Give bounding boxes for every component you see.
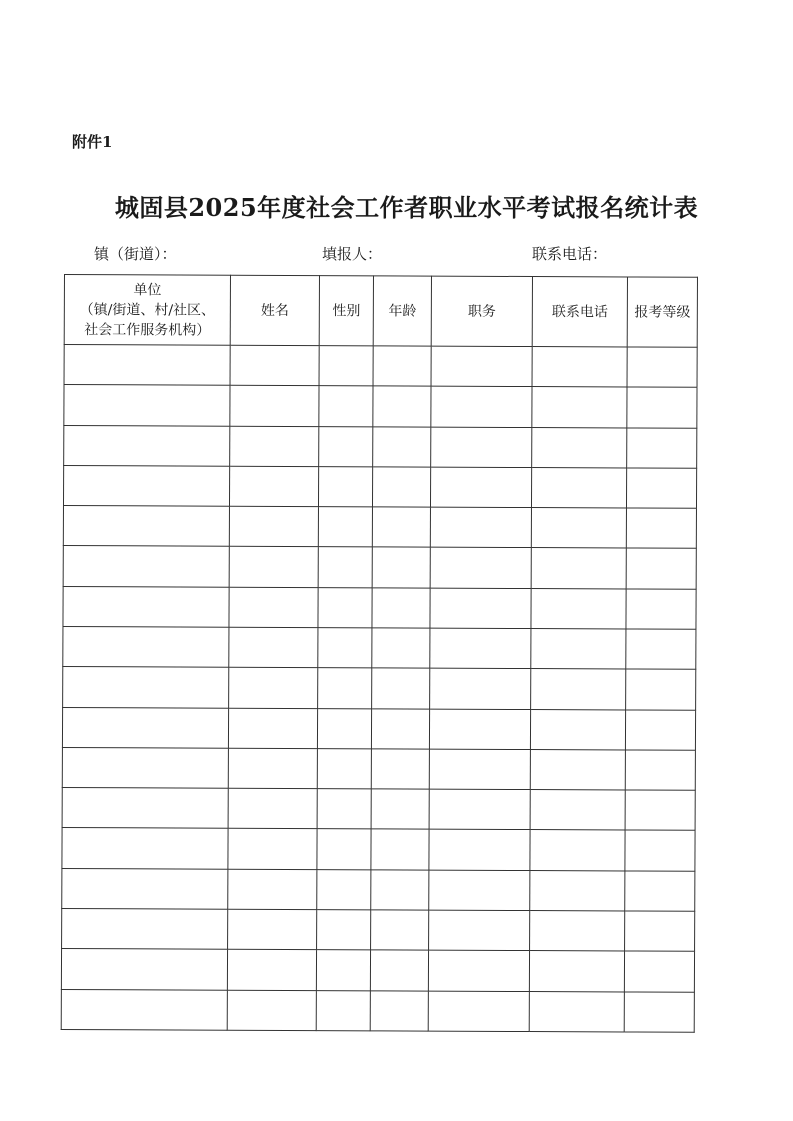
table-cell: [627, 428, 697, 469]
table-cell: [317, 869, 371, 910]
table-cell: [430, 668, 531, 709]
header-exam-level: 报考等级: [627, 277, 697, 347]
table-cell: [627, 347, 697, 388]
table-cell: [317, 789, 371, 830]
table-cell: [371, 910, 429, 951]
table-cell: [228, 909, 317, 950]
table-cell: [530, 830, 625, 871]
table-cell: [317, 910, 371, 951]
table-cell: [626, 548, 696, 589]
table-body: [61, 345, 697, 1033]
table-cell: [625, 830, 695, 871]
table-cell: [626, 629, 696, 670]
table-cell: [371, 870, 429, 911]
table-cell: [372, 467, 430, 508]
table-cell: [317, 829, 371, 870]
table-cell: [531, 588, 626, 629]
table-row: [61, 949, 694, 992]
table-cell: [625, 911, 695, 952]
town-field-label: 镇（街道）：: [94, 245, 177, 263]
table-row: [62, 908, 695, 951]
table-cell: [227, 949, 316, 990]
table-cell: [430, 467, 531, 508]
table-row: [62, 747, 695, 790]
table-cell: [230, 345, 319, 386]
header-gender: 性别: [319, 276, 373, 346]
table-cell: [531, 548, 626, 589]
table-cell: [230, 386, 319, 427]
table-cell: [624, 991, 694, 1032]
table-cell: [431, 386, 532, 427]
table-cell: [624, 951, 694, 992]
table-cell: [428, 950, 529, 991]
table-row: [62, 707, 695, 750]
table-cell: [318, 628, 372, 669]
table-cell: [372, 668, 430, 709]
table-cell: [371, 829, 429, 870]
table-cell: [61, 989, 227, 1030]
table-cell: [430, 588, 531, 629]
header-unit: [64, 275, 230, 346]
table-cell: [318, 466, 372, 507]
table-row: [64, 345, 697, 388]
table-cell: [62, 868, 228, 909]
table-row: [63, 667, 696, 710]
table-row: [64, 425, 697, 468]
table-cell: [63, 667, 229, 708]
table-cell: [532, 427, 627, 468]
table-cell: [625, 750, 695, 791]
header-age: 年龄: [373, 276, 431, 346]
table-cell: [626, 669, 696, 710]
table-cell: [430, 548, 531, 589]
document-title: 城固县2025年度社会工作者职业水平考试报名统计表: [114, 193, 699, 222]
table-cell: [531, 629, 626, 670]
table-cell: [318, 507, 372, 548]
table-cell: [62, 707, 228, 748]
table-cell: [429, 829, 530, 870]
table-cell: [429, 870, 530, 911]
table-cell: [532, 387, 627, 428]
table-cell: [531, 508, 626, 549]
table-cell: [373, 346, 431, 387]
table-cell: [627, 387, 697, 428]
registration-table-wrapper: [61, 274, 697, 1033]
table-cell: [319, 426, 373, 467]
table-cell: [230, 426, 319, 467]
table-cell: [372, 547, 430, 588]
header-phone: 联系电话: [532, 277, 627, 347]
filler-field-label: 填报人：: [322, 245, 383, 263]
table-cell: [371, 749, 429, 790]
table-cell: [317, 748, 371, 789]
table-row: [63, 586, 696, 629]
table-cell: [372, 628, 430, 669]
table-cell: [63, 506, 229, 547]
attachment-label: 附件1: [72, 133, 113, 151]
table-cell: [531, 669, 626, 710]
table-cell: [63, 465, 229, 506]
table-cell: [372, 507, 430, 548]
table-cell: [62, 908, 228, 949]
table-cell: [625, 871, 695, 912]
table-cell: [430, 628, 531, 669]
table-cell: [64, 385, 230, 426]
table-cell: [63, 626, 229, 667]
table-cell: [431, 427, 532, 468]
table-cell: [228, 788, 317, 829]
table-cell: [373, 386, 431, 427]
table-cell: [428, 991, 529, 1032]
table-cell: [370, 950, 428, 991]
table-cell: [430, 507, 531, 548]
table-cell: [64, 345, 230, 386]
table-cell: [228, 829, 317, 870]
table-row: [62, 868, 695, 911]
table-cell: [626, 589, 696, 630]
table-header-row: [64, 275, 697, 348]
table-cell: [228, 708, 317, 749]
table-cell: [429, 789, 530, 830]
table-cell: [318, 668, 372, 709]
table-cell: [316, 990, 370, 1031]
header-position: 职务: [431, 276, 532, 346]
table-cell: [319, 386, 373, 427]
table-cell: [228, 748, 317, 789]
table-cell: [429, 910, 530, 951]
table-cell: [530, 790, 625, 831]
table-row: [64, 385, 697, 428]
table-cell: [532, 347, 627, 388]
header-unit-line: （镇/街道、村/社区、: [79, 301, 216, 319]
table-cell: [531, 467, 626, 508]
table-cell: [62, 788, 228, 829]
table-cell: [625, 709, 695, 750]
table-row: [62, 828, 695, 871]
table-row: [61, 989, 694, 1032]
table-cell: [316, 950, 370, 991]
table-cell: [431, 346, 532, 387]
table-cell: [229, 547, 318, 588]
table-cell: [319, 346, 373, 387]
table-cell: [529, 991, 624, 1032]
table-row: [63, 465, 696, 508]
registration-table: [61, 274, 698, 1033]
table-row: [63, 506, 696, 549]
header-unit-line: 单位: [133, 281, 162, 298]
table-cell: [530, 749, 625, 790]
header-unit-line: 社会工作服务机构）: [84, 321, 211, 339]
table-cell: [61, 949, 227, 990]
table-cell: [318, 547, 372, 588]
table-cell: [371, 789, 429, 830]
table-cell: [229, 466, 318, 507]
table-cell: [228, 869, 317, 910]
table-cell: [317, 708, 371, 749]
table-cell: [530, 870, 625, 911]
table-cell: [229, 587, 318, 628]
table-cell: [370, 990, 428, 1031]
table-cell: [373, 426, 431, 467]
table-cell: [529, 951, 624, 992]
table-cell: [229, 667, 318, 708]
table-cell: [63, 586, 229, 627]
table-cell: [62, 747, 228, 788]
table-row: [63, 546, 696, 589]
table-cell: [318, 587, 372, 628]
table-cell: [625, 790, 695, 831]
table-cell: [429, 749, 530, 790]
phone-field-label: 联系电话：: [532, 245, 608, 263]
table-row: [63, 626, 696, 669]
table-cell: [229, 506, 318, 547]
table-cell: [372, 588, 430, 629]
table-cell: [429, 709, 530, 750]
table-row: [62, 788, 695, 831]
header-name: 姓名: [230, 275, 319, 345]
table-cell: [626, 508, 696, 549]
table-cell: [626, 468, 696, 509]
table-cell: [371, 708, 429, 749]
table-cell: [229, 627, 318, 668]
table-cell: [62, 828, 228, 869]
table-cell: [530, 910, 625, 951]
table-cell: [63, 546, 229, 587]
table-cell: [227, 990, 316, 1031]
table-cell: [64, 425, 230, 466]
table-cell: [530, 709, 625, 750]
